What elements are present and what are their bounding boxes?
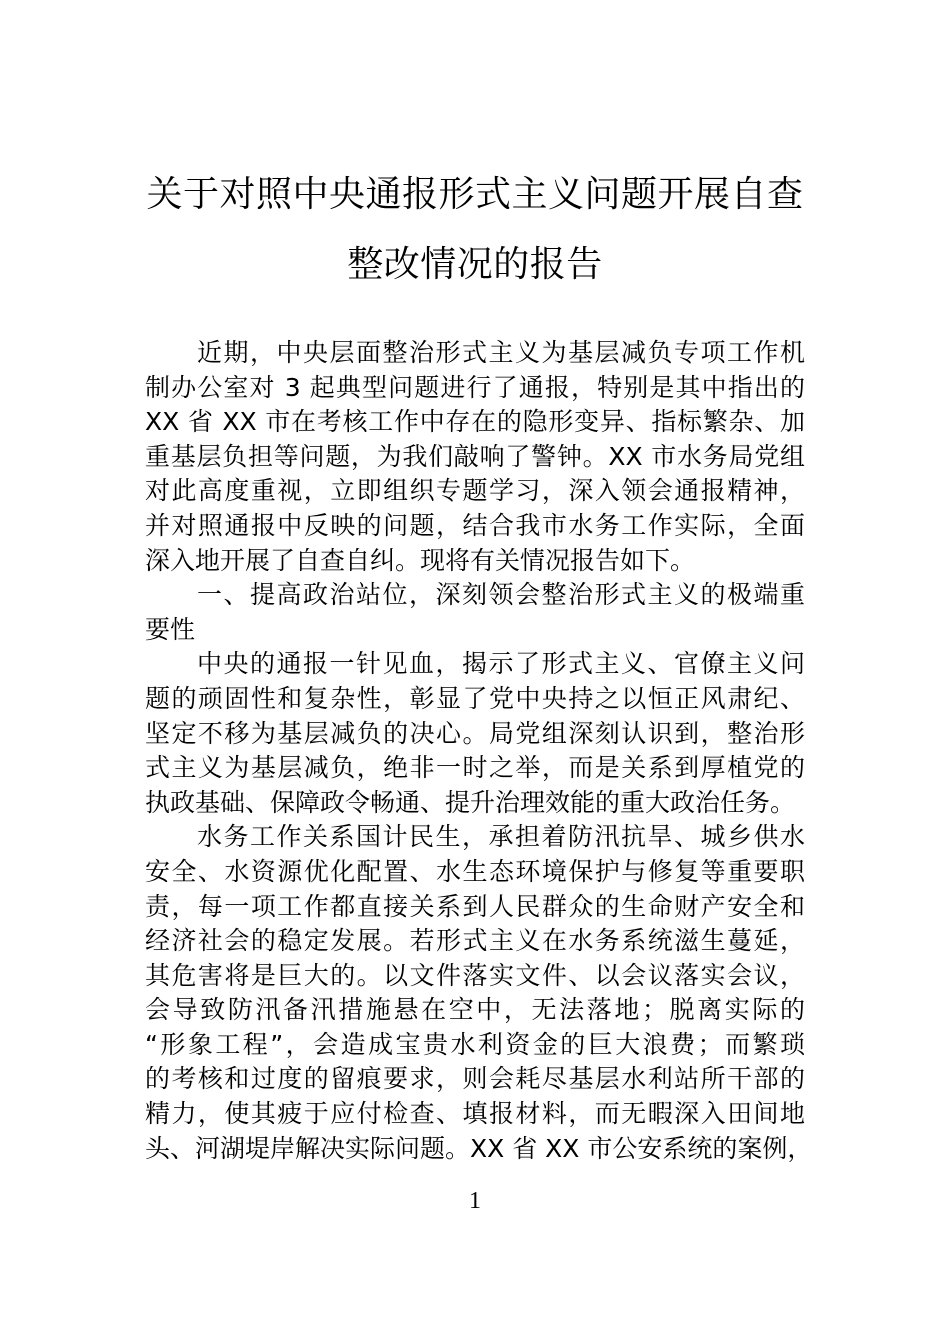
text-line: 水务工作关系国计民生，承担着防汛抗旱、城乡供水 xyxy=(197,822,805,852)
document-body xyxy=(145,336,813,1166)
text-line: 经济社会的稳定发展。若形式主义在水务系统滋生蔓延， xyxy=(145,926,805,956)
text-line: 题的顽固性和复杂性，彰显了党中央持之以恒正风肃纪、 xyxy=(145,683,805,713)
text-line: XX 省 XX 市在考核工作中存在的隐形变异、指标繁杂、加 xyxy=(145,407,805,437)
text-line: 并对照通报中反映的问题，结合我市水务工作实际，全面 xyxy=(145,510,805,540)
document-title-line-2: 整改情况的报告 xyxy=(347,244,603,285)
page-number: 1 xyxy=(469,1188,481,1214)
text-line: “形象工程”，会造成宝贵水利资金的巨大浪费；而繁琐 xyxy=(145,1029,805,1059)
paragraph xyxy=(145,647,805,820)
paragraph xyxy=(145,820,813,1166)
paragraph xyxy=(145,336,805,578)
text-line: 近期，中央层面整治形式主义为基层减负专项工作机 xyxy=(197,338,805,367)
text-line: 会导致防汛备汛措施悬在空中，无法落地；脱离实际的 xyxy=(145,995,805,1025)
document-title-line-1: 关于对照中央通报形式主义问题开展自查 xyxy=(146,174,804,215)
text-line: 制办公室对 3 起典型问题进行了通报，特别是其中指出的 xyxy=(145,372,805,402)
text-line: 其危害将是巨大的。以文件落实文件、以会议落实会议， xyxy=(145,960,805,990)
text-line: 对此高度重视，立即组织专题学习，深入领会通报精神， xyxy=(145,476,805,506)
text-line: 头、河湖堤岸解决实际问题。XX 省 XX 市公安系统的案例， xyxy=(145,1133,813,1163)
text-line: 重基层负担等问题，为我们敲响了警钟。XX 市水务局党组 xyxy=(145,441,805,471)
text-line: 中央的通报一针见血，揭示了形式主义、官僚主义问 xyxy=(197,649,805,679)
text-line: 一、提高政治站位，深刻领会整治形式主义的极端重 xyxy=(197,580,805,610)
section-heading xyxy=(145,578,805,647)
text-line: 执政基础、保障政令畅通、提升治理效能的重大政治任务。 xyxy=(145,787,796,817)
text-line: 要性 xyxy=(145,614,196,644)
text-line: 式主义为基层减负，绝非一时之举，而是关系到厚植党的 xyxy=(145,753,805,783)
text-line: 的考核和过度的留痕要求，则会耗尽基层水利站所干部的 xyxy=(145,1064,805,1094)
text-line: 精力，使其疲于应付检查、填报材料，而无暇深入田间地 xyxy=(145,1099,805,1129)
text-line: 安全、水资源优化配置、水生态环境保护与修复等重要职 xyxy=(145,856,805,886)
text-line: 坚定不移为基层减负的决心。局党组深刻认识到，整治形 xyxy=(145,718,805,748)
text-line: 深入地开展了自查自纠。现将有关情况报告如下。 xyxy=(145,545,696,575)
text-line: 责，每一项工作都直接关系到人民群众的生命财产安全和 xyxy=(145,891,805,921)
